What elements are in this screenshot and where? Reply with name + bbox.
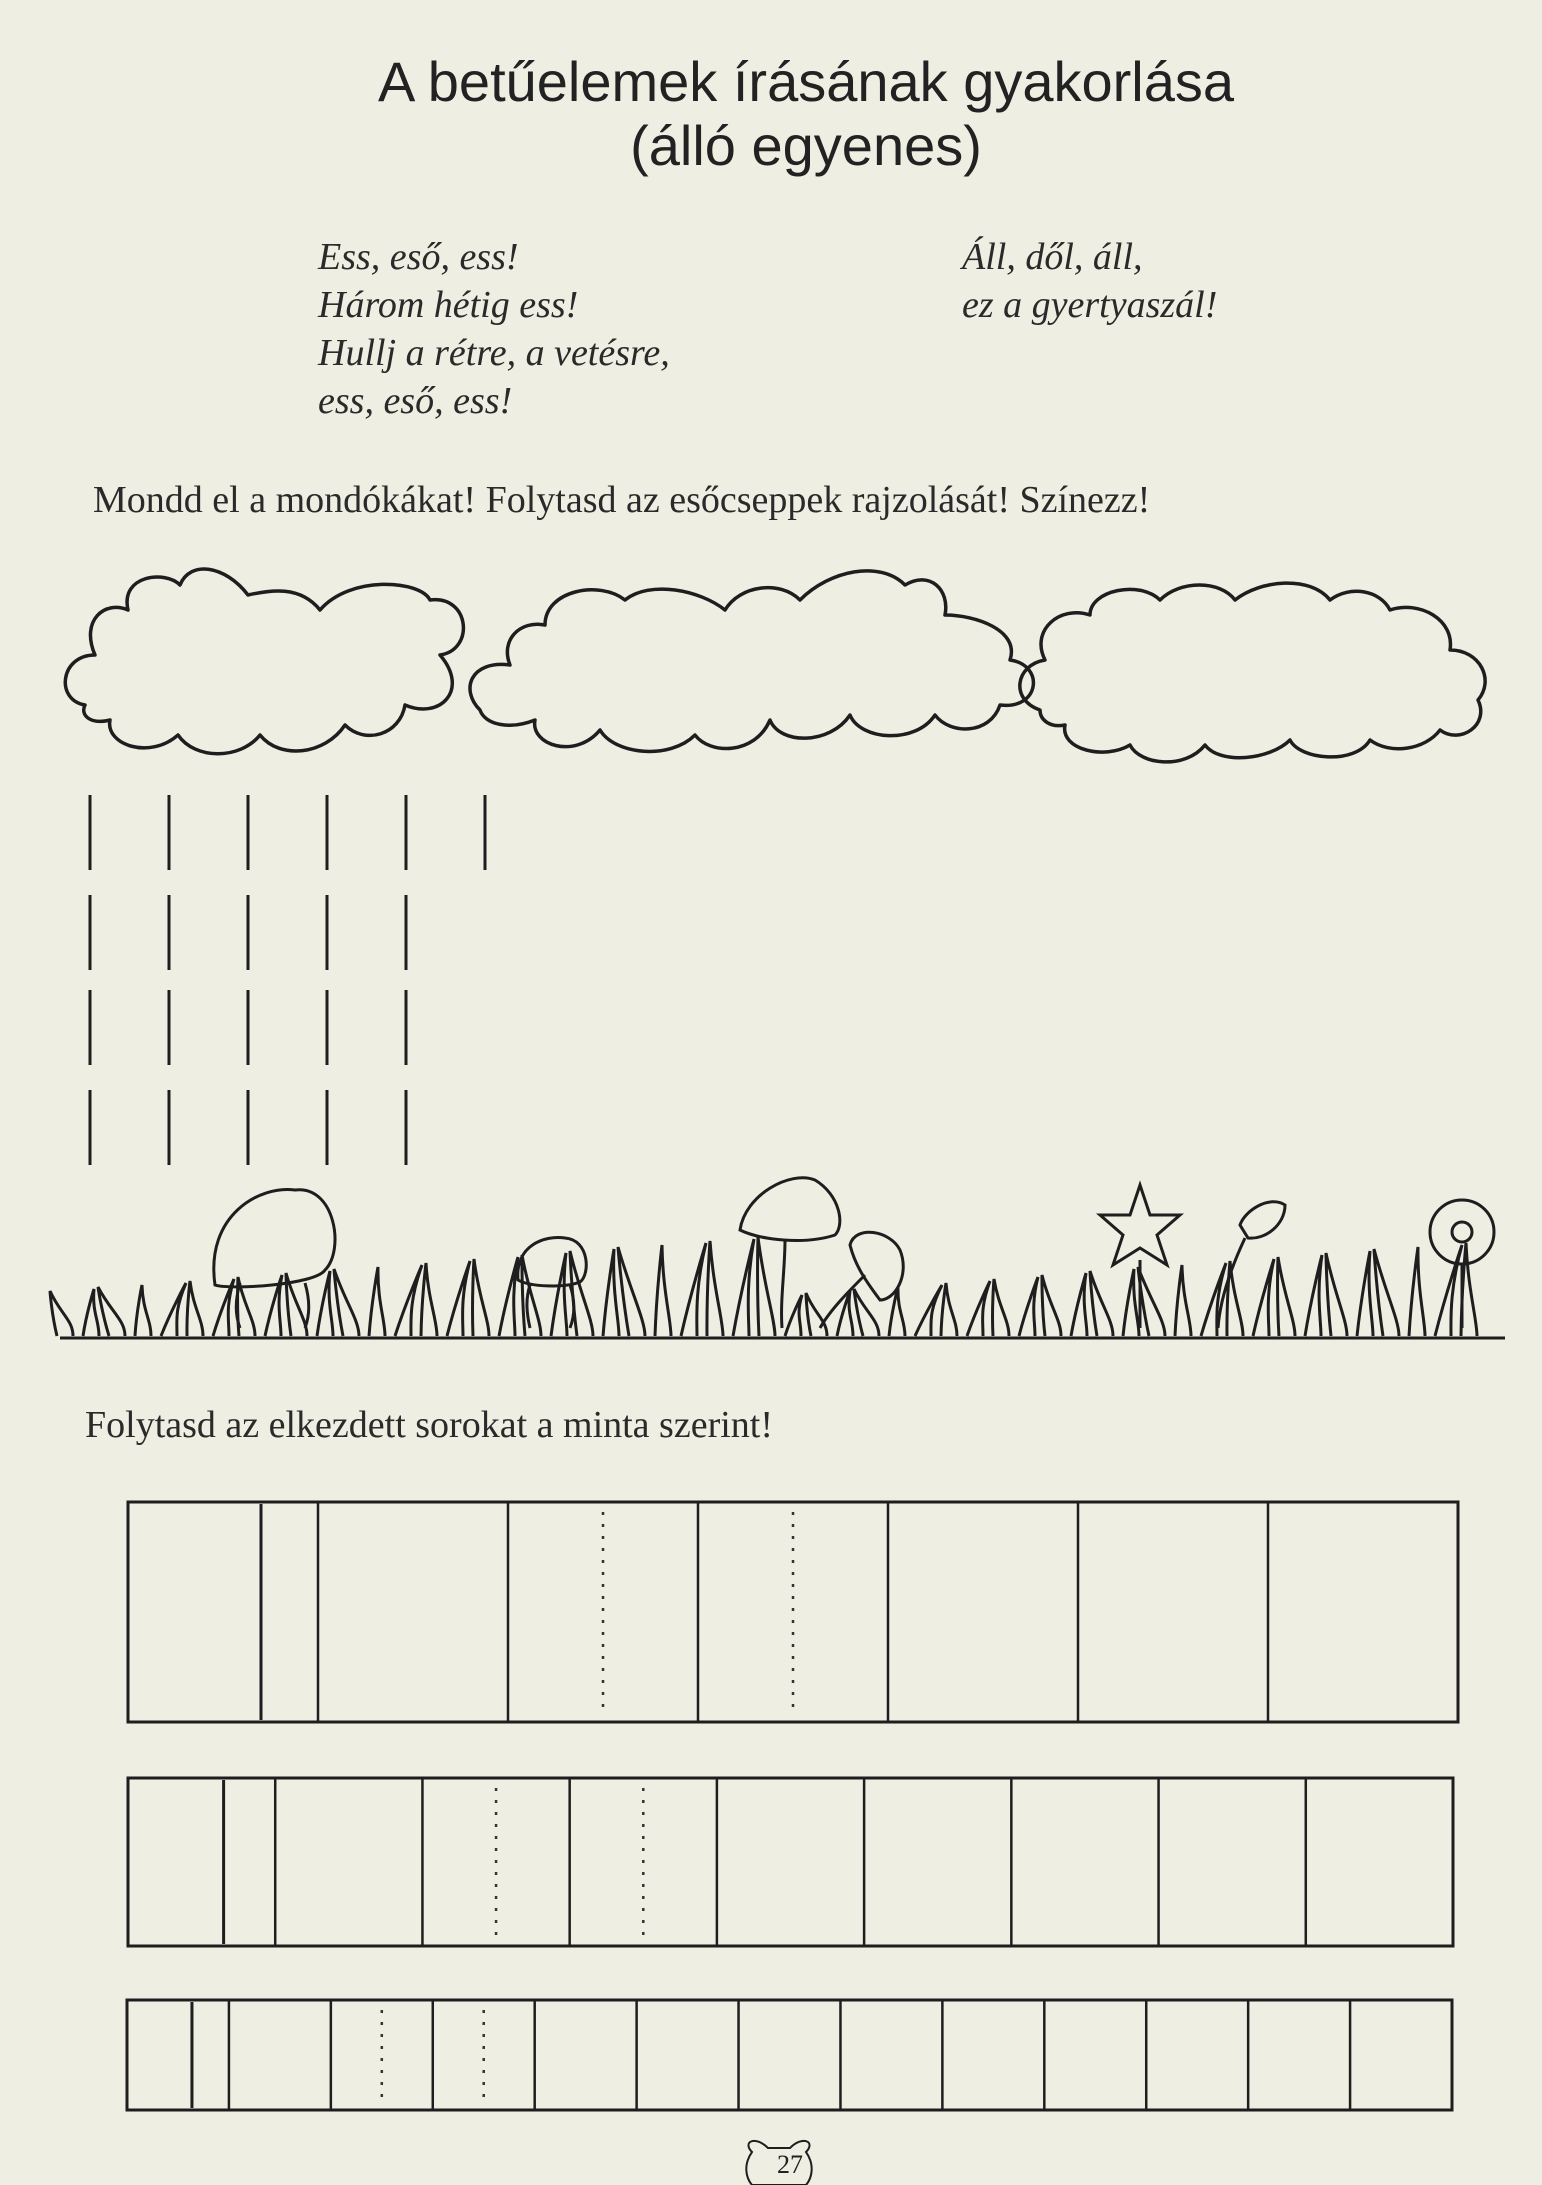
- grass-blade: [618, 1247, 645, 1336]
- grass-blade: [993, 1279, 1009, 1336]
- grass-blade: [161, 1283, 186, 1336]
- grass-blade: [447, 1261, 470, 1336]
- title-line-2: (álló egyenes): [630, 114, 982, 177]
- cloud-middle: [470, 571, 1033, 752]
- rhyme-line: Három hétig ess!: [318, 284, 579, 326]
- writing-row-frame: [128, 1778, 1453, 1946]
- grass-blade: [1071, 1273, 1087, 1336]
- grass-blade: [1123, 1269, 1139, 1336]
- grass-blade: [1090, 1271, 1113, 1336]
- cloud-right: [1020, 583, 1485, 762]
- rain-drops: [90, 795, 485, 1165]
- grass-blade: [1305, 1255, 1322, 1336]
- grass-blade: [1357, 1251, 1373, 1336]
- writing-row-frame: [128, 1502, 1458, 1722]
- rhyme-line: Áll, dől, áll,: [962, 236, 1143, 278]
- grass-blade: [758, 1237, 775, 1336]
- grass-blade: [806, 1293, 827, 1336]
- grass-blade: [785, 1295, 802, 1336]
- grass-blade: [1374, 1249, 1399, 1336]
- grass-blade: [1138, 1267, 1165, 1336]
- grass-blade: [707, 1241, 723, 1336]
- writing-row-frame: [127, 2000, 1452, 2110]
- grass-blade: [655, 1245, 671, 1336]
- grass-blade: [83, 1289, 99, 1336]
- page-number: 27: [777, 2150, 803, 2179]
- grass-blade: [1042, 1275, 1061, 1336]
- grass-blade: [1326, 1253, 1347, 1336]
- grass-blade: [499, 1257, 518, 1336]
- grass-blade: [50, 1291, 73, 1336]
- grass-blade: [967, 1281, 990, 1336]
- grass-blade: [421, 1263, 437, 1336]
- flower-round-icon: [1430, 1200, 1494, 1264]
- grass-blade: [334, 1269, 359, 1336]
- grass-blade: [551, 1253, 567, 1336]
- grass-blade: [135, 1285, 151, 1336]
- grass-blade: [915, 1285, 942, 1336]
- title-line-1: A betűelemek írásának gyakorlása: [377, 50, 1235, 113]
- grass-blade: [681, 1243, 706, 1336]
- instruction-rhymes: Mondd el a mondókákat! Folytasd az esőcseppek rajzolását! Színezz!: [93, 479, 1151, 521]
- grass-blade: [603, 1249, 619, 1336]
- grass-blade: [733, 1239, 754, 1336]
- rhyme-line: Ess, eső, ess!: [318, 236, 519, 278]
- flower-star-icon: [1100, 1185, 1180, 1328]
- mushroom-small-icon: [518, 1237, 586, 1328]
- instruction-rows: Folytasd az elkezdett sorokat a minta szerint!: [85, 1404, 773, 1446]
- rhyme-line: Hullj a rétre, a vetésre,: [318, 332, 670, 374]
- grass-blade: [1435, 1245, 1462, 1336]
- grass-blade: [941, 1283, 957, 1336]
- grass-blade: [1278, 1257, 1295, 1336]
- mushroom-tall-icon: [740, 1178, 840, 1328]
- flower-center-icon: [1452, 1222, 1472, 1242]
- grass-blade: [1253, 1259, 1274, 1336]
- grass-blade: [522, 1255, 541, 1336]
- grass-blade: [395, 1265, 422, 1336]
- grass-blade: [317, 1271, 333, 1336]
- grass-blade: [1175, 1265, 1191, 1336]
- grass-blade: [98, 1287, 125, 1336]
- writing-rows: [127, 1502, 1458, 2110]
- grass-blade: [1019, 1277, 1038, 1336]
- rhyme-line: ess, eső, ess!: [318, 380, 513, 422]
- cloud-left: [65, 569, 463, 754]
- grass-blade: [473, 1259, 489, 1336]
- grass-blade: [1409, 1247, 1425, 1336]
- rhyme-line: ez a gyertyaszál!: [962, 284, 1218, 326]
- mushroom-big-icon: [214, 1189, 335, 1328]
- grass-blade: [187, 1281, 203, 1336]
- grass-blade: [369, 1267, 385, 1336]
